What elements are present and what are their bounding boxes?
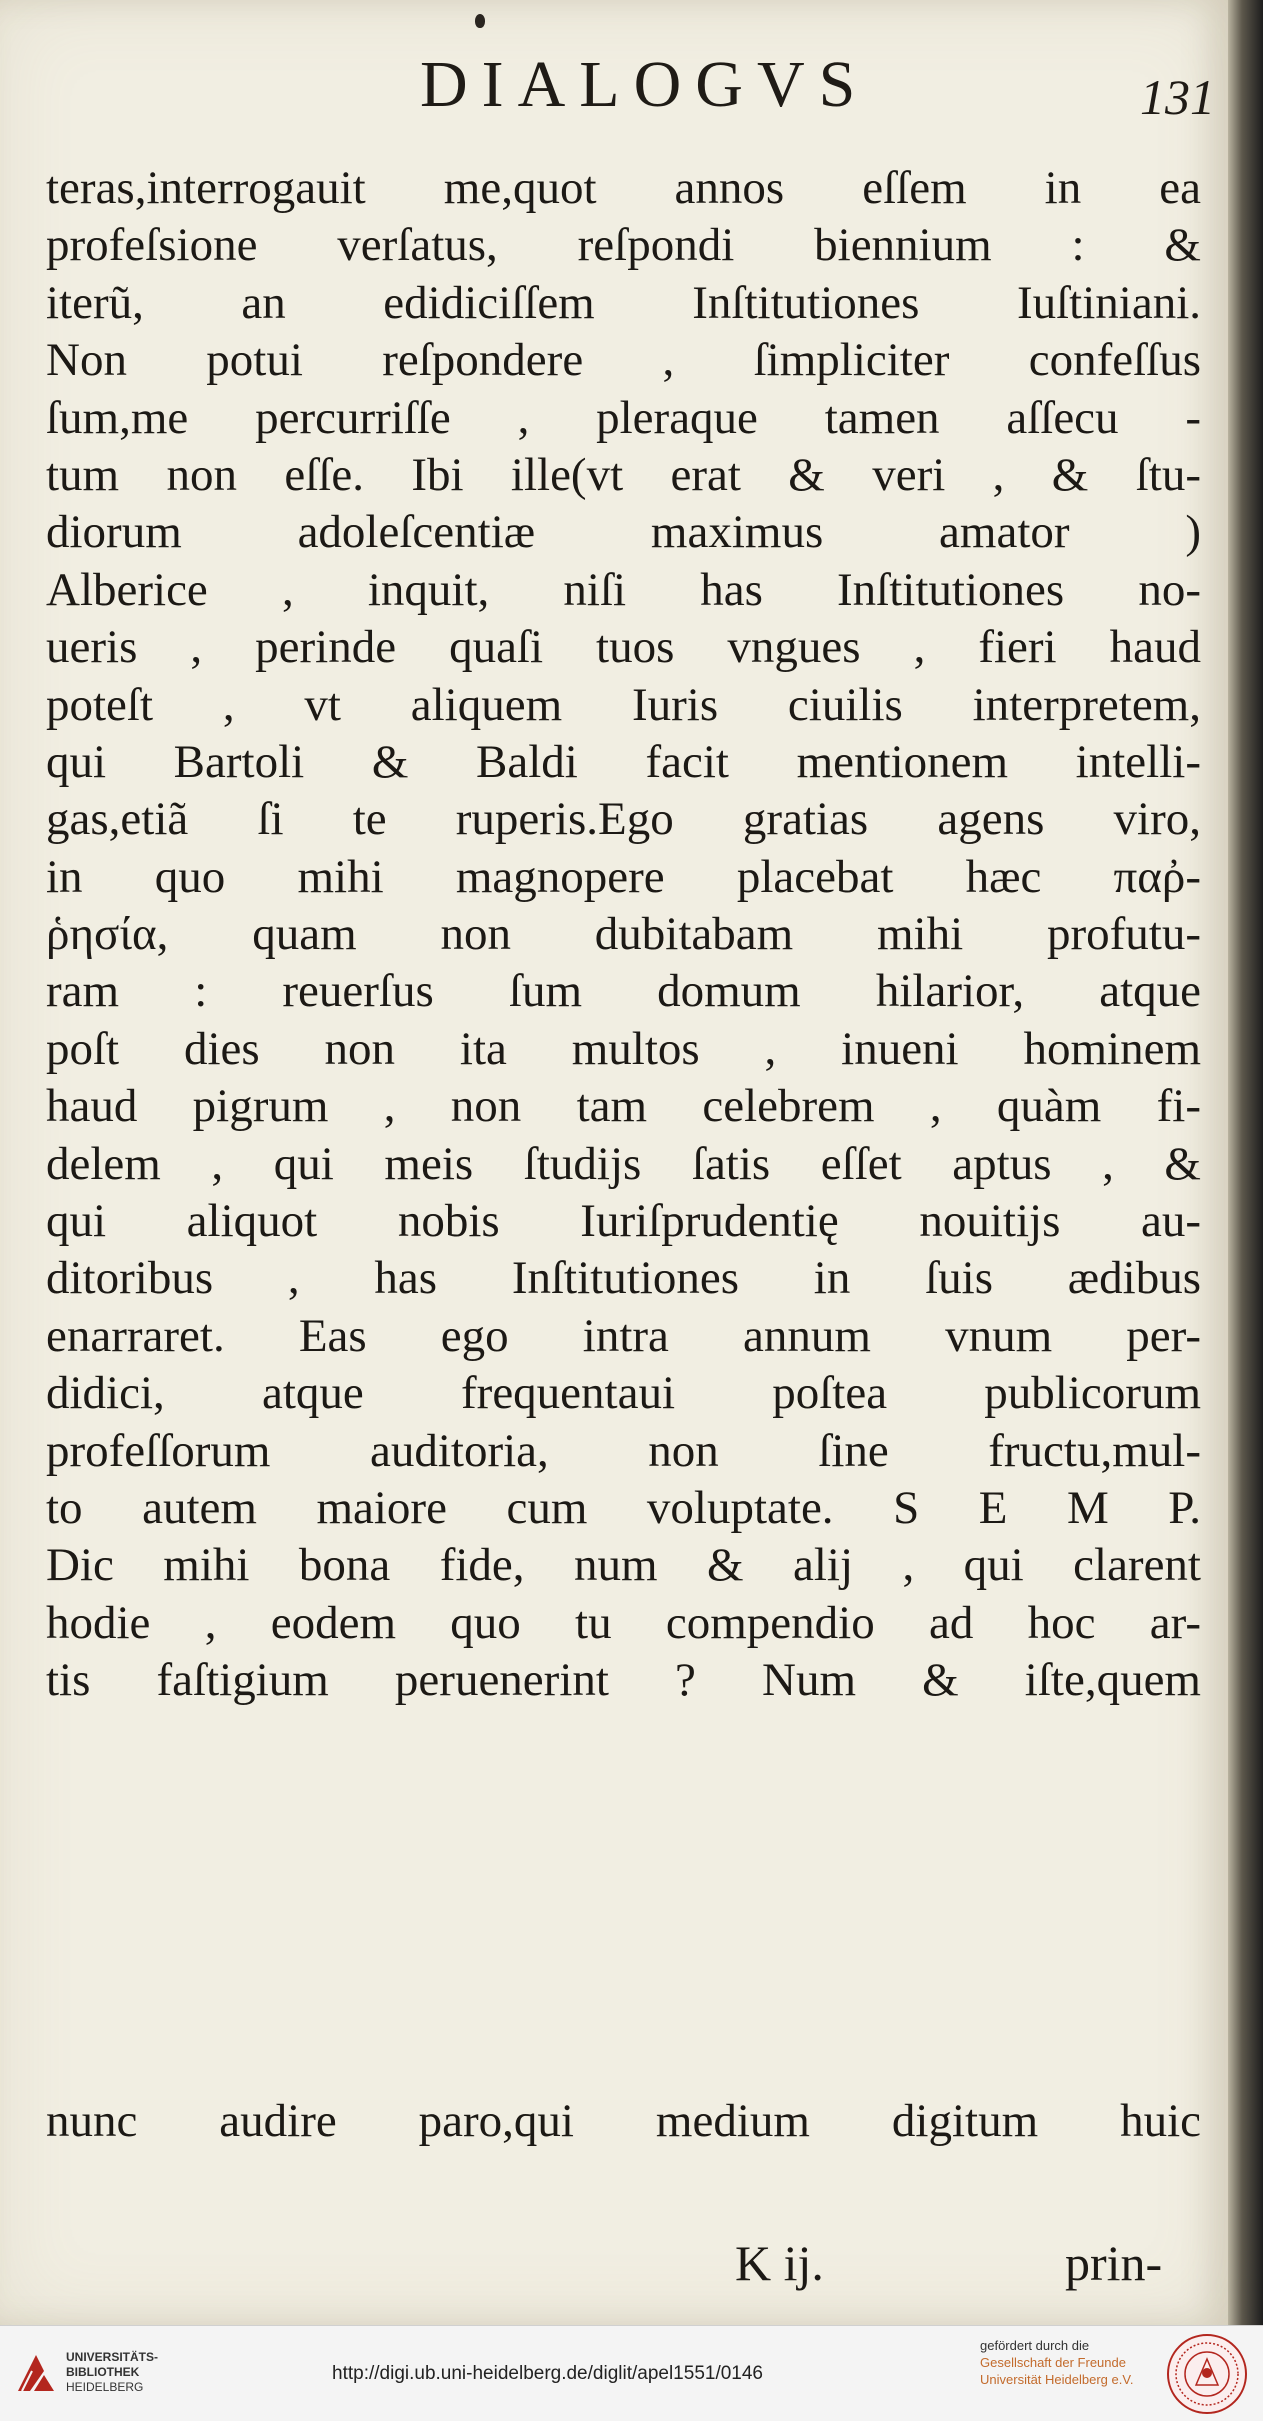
university-library-logo-icon[interactable] bbox=[14, 2347, 58, 2397]
text-line: poteſt , vt aliquem Iuris ciuilis interpretem, bbox=[46, 678, 1201, 731]
text-line: tum non eſſe. Ibi ille(vt erat & veri , & ſtu- bbox=[46, 448, 1201, 501]
ornament-mark bbox=[475, 14, 485, 28]
text-line: teras,interrogauit me,quot annos eſſem in ea bbox=[46, 162, 1201, 214]
university-seal-icon[interactable] bbox=[1166, 2333, 1248, 2415]
funder-credit[interactable] bbox=[980, 2337, 1133, 2388]
last-text-block bbox=[46, 2093, 1201, 2150]
text-line: Dic mihi bona fide, num & alij , qui clarent bbox=[46, 1539, 1201, 1592]
text-line: poſt dies non ita multos , inueni hominem bbox=[46, 1022, 1201, 1075]
text-line: delem , qui meis ſtudijs ſatis eſſet aptus , & bbox=[46, 1137, 1201, 1190]
text-line: to autem maiore cum voluptate. S E M P. bbox=[46, 1481, 1201, 1534]
text-line: ῥησία, quam non dubitabam mihi profutu- bbox=[46, 908, 1201, 961]
signature-mark: K ij. bbox=[735, 2235, 824, 2291]
text-line: tis faſtigium peruenerint ? Num & iſte,quem bbox=[46, 1654, 1201, 1707]
text-line: Non potui reſpondere , ſimpliciter confeſſus bbox=[46, 334, 1201, 387]
permalink-url[interactable]: http://digi.ub.uni-heidelberg.de/diglit/apel1551/0146 bbox=[332, 2363, 763, 2384]
text-line: in quo mihi magnopere placebat hæc παῤ- bbox=[46, 850, 1201, 903]
text-line: ram : reuerſus ſum domum hilarior, atque bbox=[46, 965, 1201, 1018]
text-line: iterũ, an edidiciſſem Inſtitutiones Iuſtiniani. bbox=[46, 276, 1201, 329]
text-line: diorum adoleſcentiæ maximus amator ) bbox=[46, 506, 1201, 559]
text-line: gas,etiã ſi te ruperis.Ego gratias agens viro, bbox=[46, 793, 1201, 846]
catchword: prin- bbox=[1065, 2235, 1163, 2291]
text-line: enarraret. Eas ego intra annum vnum per- bbox=[46, 1309, 1201, 1362]
text-line: haud pigrum , non tam celebrem , quàm fi- bbox=[46, 1080, 1201, 1133]
text-line: qui aliquot nobis Iuriſprudentię nouitijs au- bbox=[46, 1195, 1201, 1248]
text-line-last: nunc audire paro,qui medium digitum huic bbox=[46, 2095, 1201, 2147]
text-line: didici, atque frequentaui poſtea publicorum bbox=[46, 1367, 1201, 1420]
library-name-line-2: BIBLIOTHEK bbox=[66, 2365, 140, 2379]
library-name-line-1: UNIVERSITÄTS- bbox=[66, 2350, 159, 2364]
funded-by-label: gefördert durch die bbox=[980, 2338, 1090, 2353]
library-name-line-3: HEIDELBERG bbox=[66, 2380, 144, 2394]
funder-name-line-2: Universität Heidelberg e.V. bbox=[980, 2372, 1134, 2387]
running-title: DIALOGVS bbox=[420, 48, 870, 121]
text-line: profeſsione verſatus, reſpondi biennium : & bbox=[46, 219, 1201, 272]
text-line: ueris , perinde quaſi tuos vngues , fieri haud bbox=[46, 621, 1201, 674]
text-line: qui Bartoli & Baldi facit mentionem intelli- bbox=[46, 735, 1201, 788]
library-name[interactable] bbox=[66, 2350, 158, 2395]
text-line: Alberice , inquit, niſi has Inſtitutiones no- bbox=[46, 563, 1201, 616]
body-text bbox=[46, 160, 1201, 1710]
text-line: ditoribus , has Inſtitutiones in ſuis ædibus bbox=[46, 1252, 1201, 1305]
text-line: hodie , eodem quo tu compendio ad hoc ar- bbox=[46, 1596, 1201, 1649]
page-edge-shadow bbox=[1228, 0, 1263, 2325]
text-line: ſum,me percurriſſe , pleraque tamen aſſecu - bbox=[46, 391, 1201, 444]
funder-name-line-1: Gesellschaft der Freunde bbox=[980, 2355, 1126, 2370]
text-line: profeſſorum auditoria, non ſine fructu,mul- bbox=[46, 1424, 1201, 1477]
page-number: 131 bbox=[1140, 69, 1215, 125]
